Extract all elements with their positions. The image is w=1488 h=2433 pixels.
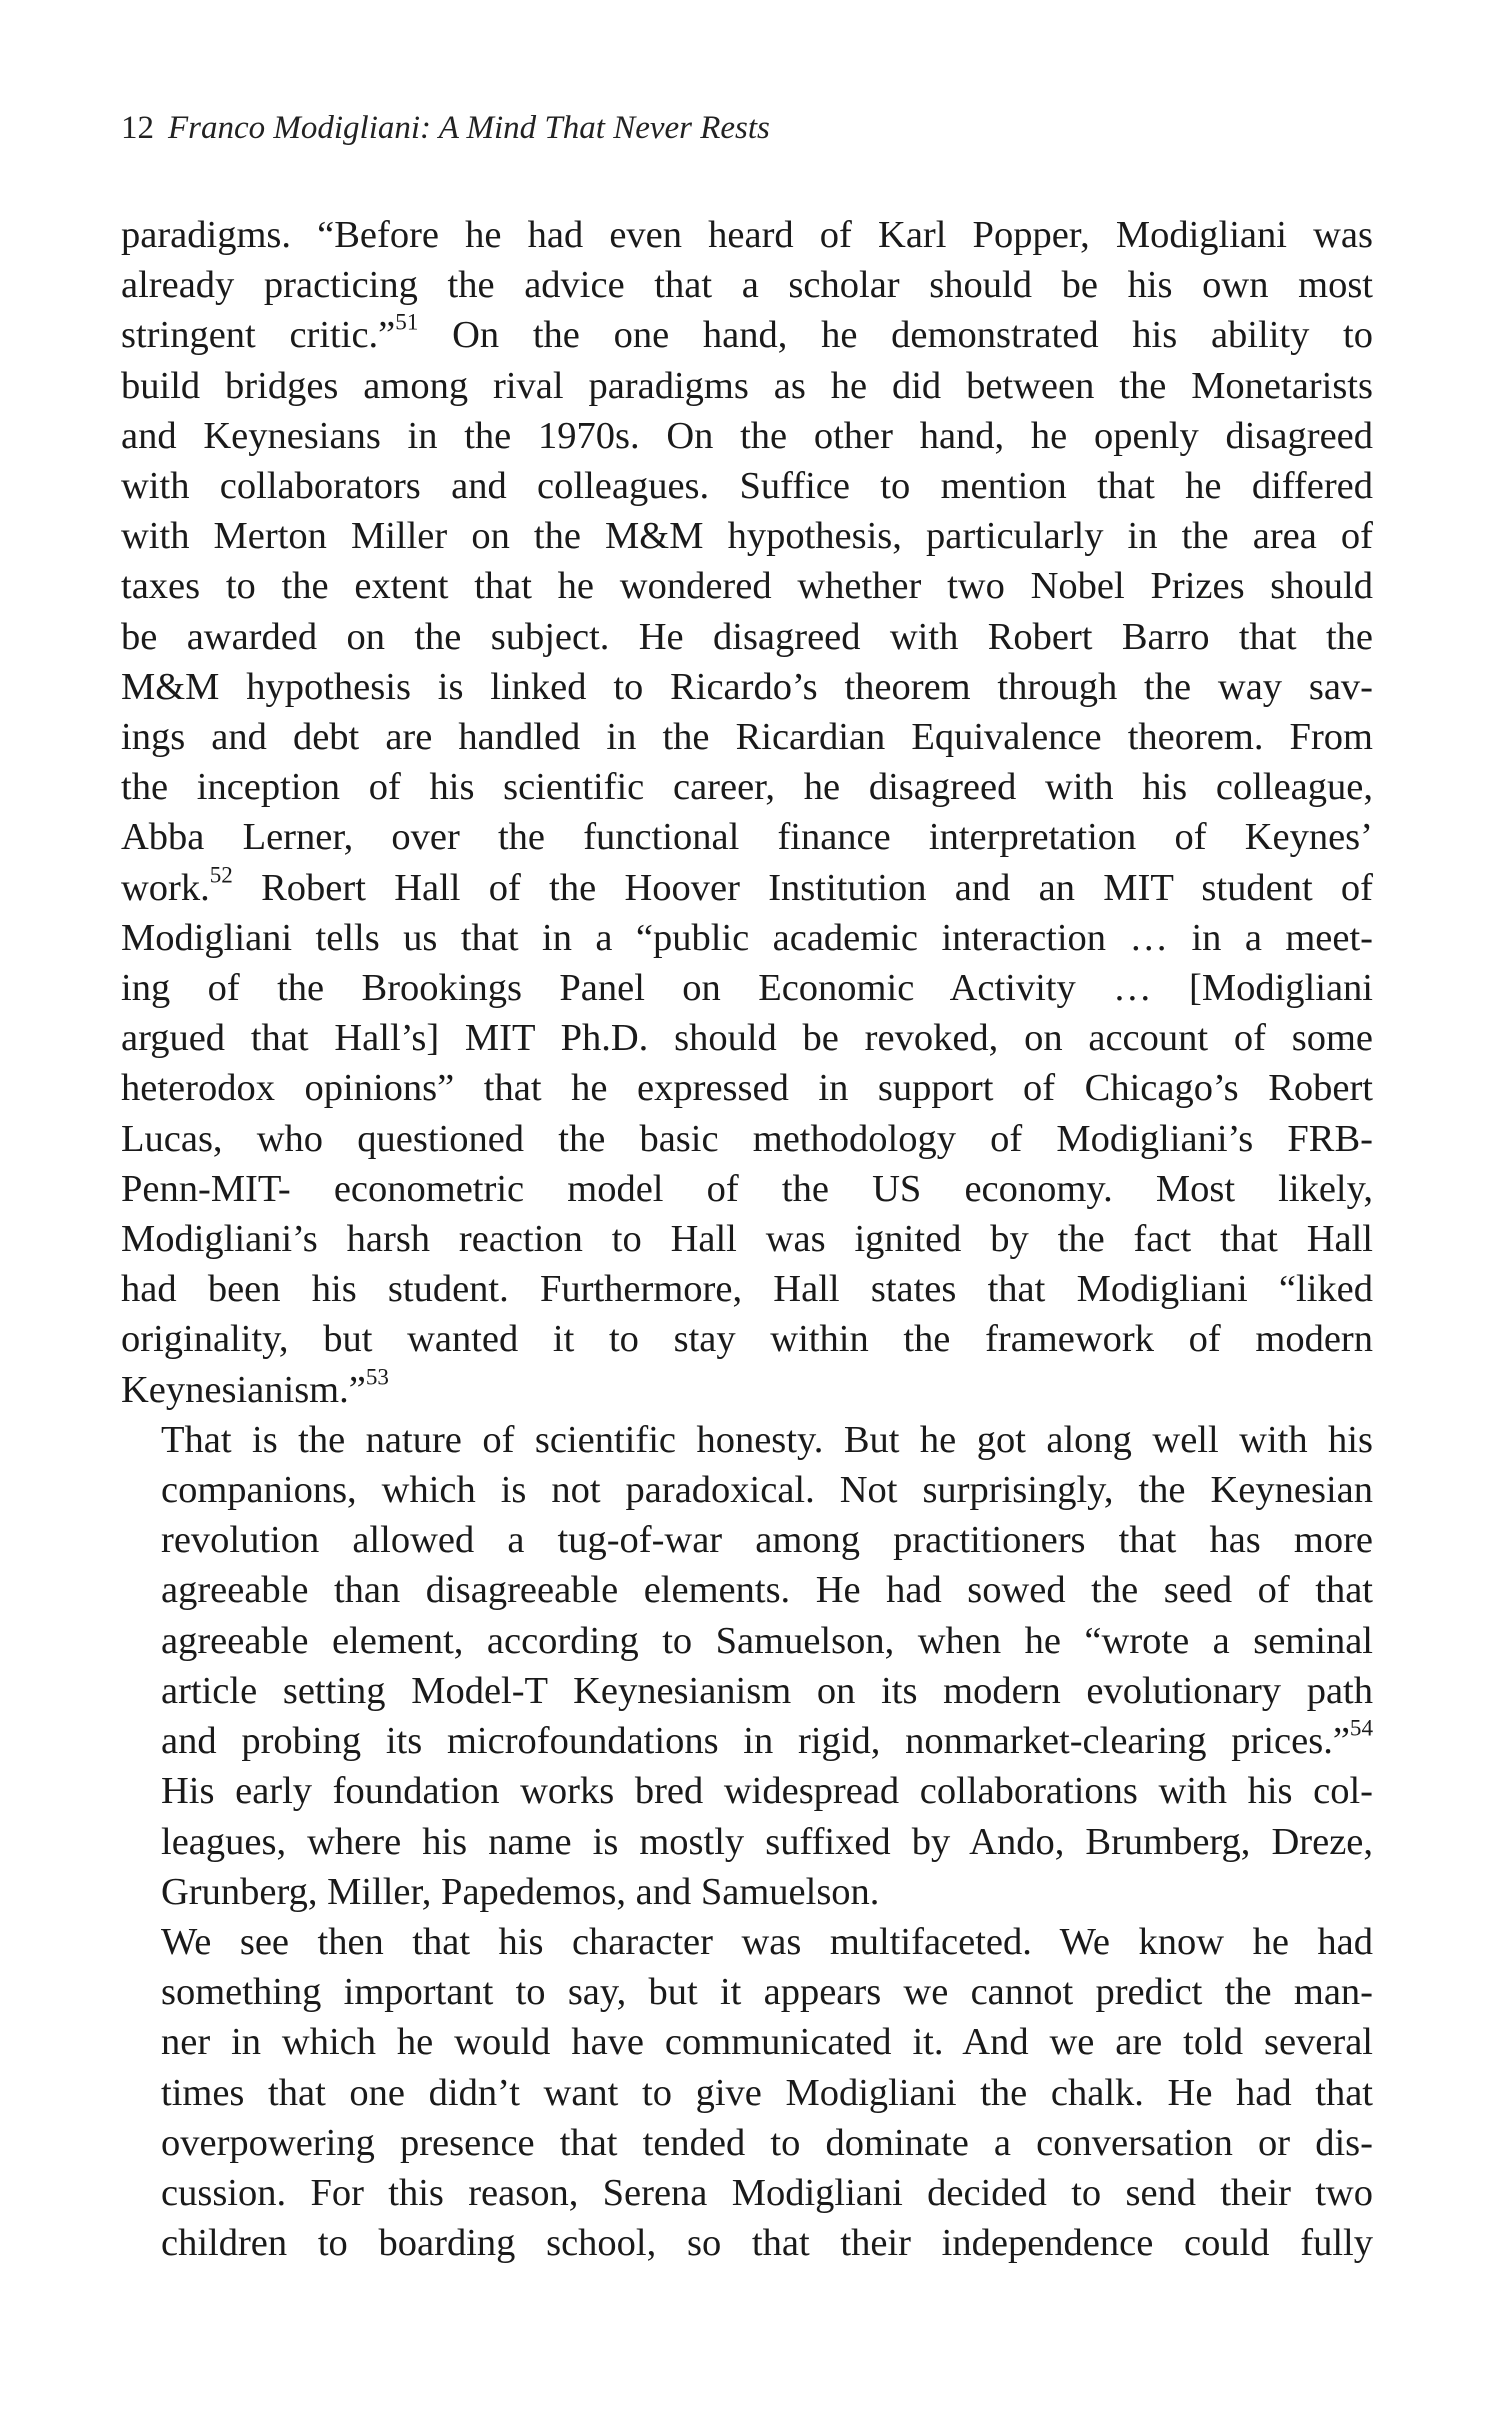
text-line-content: agreeable element, according to Samuelson, when he “wrote a seminal [161,1619,1373,1662]
text-line-content: Lucas, who questioned the basic methodology of Modigliani’s FRB- [121,1117,1373,1160]
text-line [121,210,1373,260]
text-line [121,2068,1373,2118]
text-line [121,712,1373,762]
text-line-content: and probing its microfoundations in rigid, nonmarket-clearing prices.” [161,1720,1350,1763]
text-line [121,913,1373,963]
text-line [121,461,1373,511]
footnote-marker: 52 [209,861,233,888]
text-line [121,1013,1373,1063]
text-line-content: paradigms. “Before he had even heard of Karl Popper, Modigliani was [121,214,1373,256]
text-line [121,2118,1373,2168]
text-line [121,411,1373,461]
text-line-content: had been his student. Furthermore, Hall states that Modigliani “liked [121,1268,1373,1311]
text-line-continuation: Robert Hall of the Hoover Institution and an MIT student of [232,866,1373,909]
text-line-content: That is the nature of scientific honesty. But he got along well with his [161,1418,1373,1461]
text-line-content: agreeable than disagreeable elements. He had sowed the seed of that [161,1569,1373,1612]
text-line [121,561,1373,611]
text-line-content: companions, which is not paradoxical. Not surprisingly, the Keynesian [161,1469,1373,1512]
text-line [121,812,1373,862]
text-line [121,612,1373,662]
text-line [121,1565,1373,1615]
footnote-marker: 54 [1349,1714,1373,1741]
text-line-content: with collaborators and colleagues. Suffice to mention that he differed [121,465,1373,508]
text-line [121,863,1373,913]
text-line [121,2017,1373,2067]
text-line [121,2168,1373,2218]
paragraph [121,210,1373,1415]
text-line-content: Abba Lerner, over the functional finance interpretation of Keynes’ [121,816,1373,859]
text-line-content: taxes to the extent that he wondered whether two Nobel Prizes should [121,565,1373,608]
text-line-content: Modigliani tells us that in a “public academic interaction … in a meet- [121,916,1373,959]
text-line [121,1314,1373,1364]
text-line-continuation: On the one hand, he demonstrated his ability to [418,314,1374,357]
text-line [121,1766,1373,1816]
text-line [121,2218,1373,2268]
text-line [121,1214,1373,1264]
footnote-marker: 51 [395,309,419,336]
text-line-content: already practicing the advice that a scholar should be his own most [121,264,1373,307]
text-line-content: heterodox opinions” that he expressed in support of Chicago’s Robert [121,1067,1373,1110]
book-title: Franco Modigliani: A Mind That Never Rests [168,110,770,146]
text-line-content: ner in which he would have communicated it. And we are told several [161,2021,1373,2064]
text-line-content: article setting Model-T Keynesianism on its modern evolutionary path [161,1669,1373,1712]
text-line-content: overpowering presence that tended to dominate a conversation or dis- [161,2121,1373,2164]
text-line [121,1616,1373,1666]
text-line-content: ings and debt are handled in the Ricardian Equivalence theorem. From [121,716,1373,759]
text-line [121,762,1373,812]
text-line [121,963,1373,1013]
text-line [121,1666,1373,1716]
text-line [121,1817,1373,1867]
text-line-content: be awarded on the subject. He disagreed with Robert Barro that the [121,615,1373,658]
paragraph [121,1917,1373,2268]
text-line-content: Keynesianism.” [121,1368,366,1411]
text-line [121,1515,1373,1565]
text-line [121,1063,1373,1113]
text-line-content: cussion. For this reason, Serena Modigliani decided to send their two [161,2171,1373,2214]
text-line-content: We see then that his character was multifaceted. We know he had [161,1920,1373,1963]
text-line-content: with Merton Miller on the M&M hypothesis, particularly in the area of [121,515,1373,558]
text-line [121,1917,1373,1967]
text-line [121,1415,1373,1465]
text-line [121,1967,1373,2017]
text-line [121,511,1373,561]
text-line [121,260,1373,310]
text-line-content: work. [121,866,210,909]
text-line-content: leagues, where his name is mostly suffixed by Ando, Brumberg, Dreze, [161,1820,1373,1863]
text-line [121,1465,1373,1515]
paragraph [121,1415,1373,1917]
running-head [121,108,770,148]
text-line-content: times that one didn’t want to give Modigliani the chalk. He had that [161,2071,1373,2114]
text-line [121,1264,1373,1314]
text-line-content: the inception of his scientific career, he disagreed with his colleague, [121,766,1373,809]
text-line-content: argued that Hall’s] MIT Ph.D. should be revoked, on account of some [121,1017,1373,1060]
text-line-content: Penn-MIT- econometric model of the US economy. Most likely, [121,1167,1373,1210]
text-line-content: and Keynesians in the 1970s. On the other hand, he openly disagreed [121,414,1373,457]
text-line-content: Modigliani’s harsh reaction to Hall was ignited by the fact that Hall [121,1218,1373,1261]
text-line [121,1164,1373,1214]
text-line [121,1114,1373,1164]
text-line-content: His early foundation works bred widespread collaborations with his col- [161,1770,1373,1813]
text-line [121,662,1373,712]
text-line-content: originality, but wanted it to stay within the framework of modern [121,1318,1373,1361]
text-line-content: children to boarding school, so that their independence could fully [161,2222,1373,2265]
text-line [121,1365,1373,1415]
text-line-content: Grunberg, Miller, Papedemos, and Samuelson. [161,1870,880,1913]
text-line-content: revolution allowed a tug-of-war among practitioners that has more [161,1519,1373,1562]
text-line [121,310,1373,360]
text-line-content: something important to say, but it appears we cannot predict the man- [161,1971,1373,2014]
body-text [121,210,1373,2268]
footnote-marker: 53 [365,1363,389,1390]
text-line-content: build bridges among rival paradigms as he did between the Monetarists [121,364,1373,407]
text-line-content: M&M hypothesis is linked to Ricardo’s theorem through the way sav- [121,665,1373,708]
text-line [121,1867,1373,1917]
text-line-content: stringent critic.” [121,314,396,357]
text-line [121,361,1373,411]
text-line [121,1716,1373,1766]
page-number: 12 [121,110,154,146]
text-line-content: ing of the Brookings Panel on Economic Activity … [Modigliani [121,967,1373,1010]
